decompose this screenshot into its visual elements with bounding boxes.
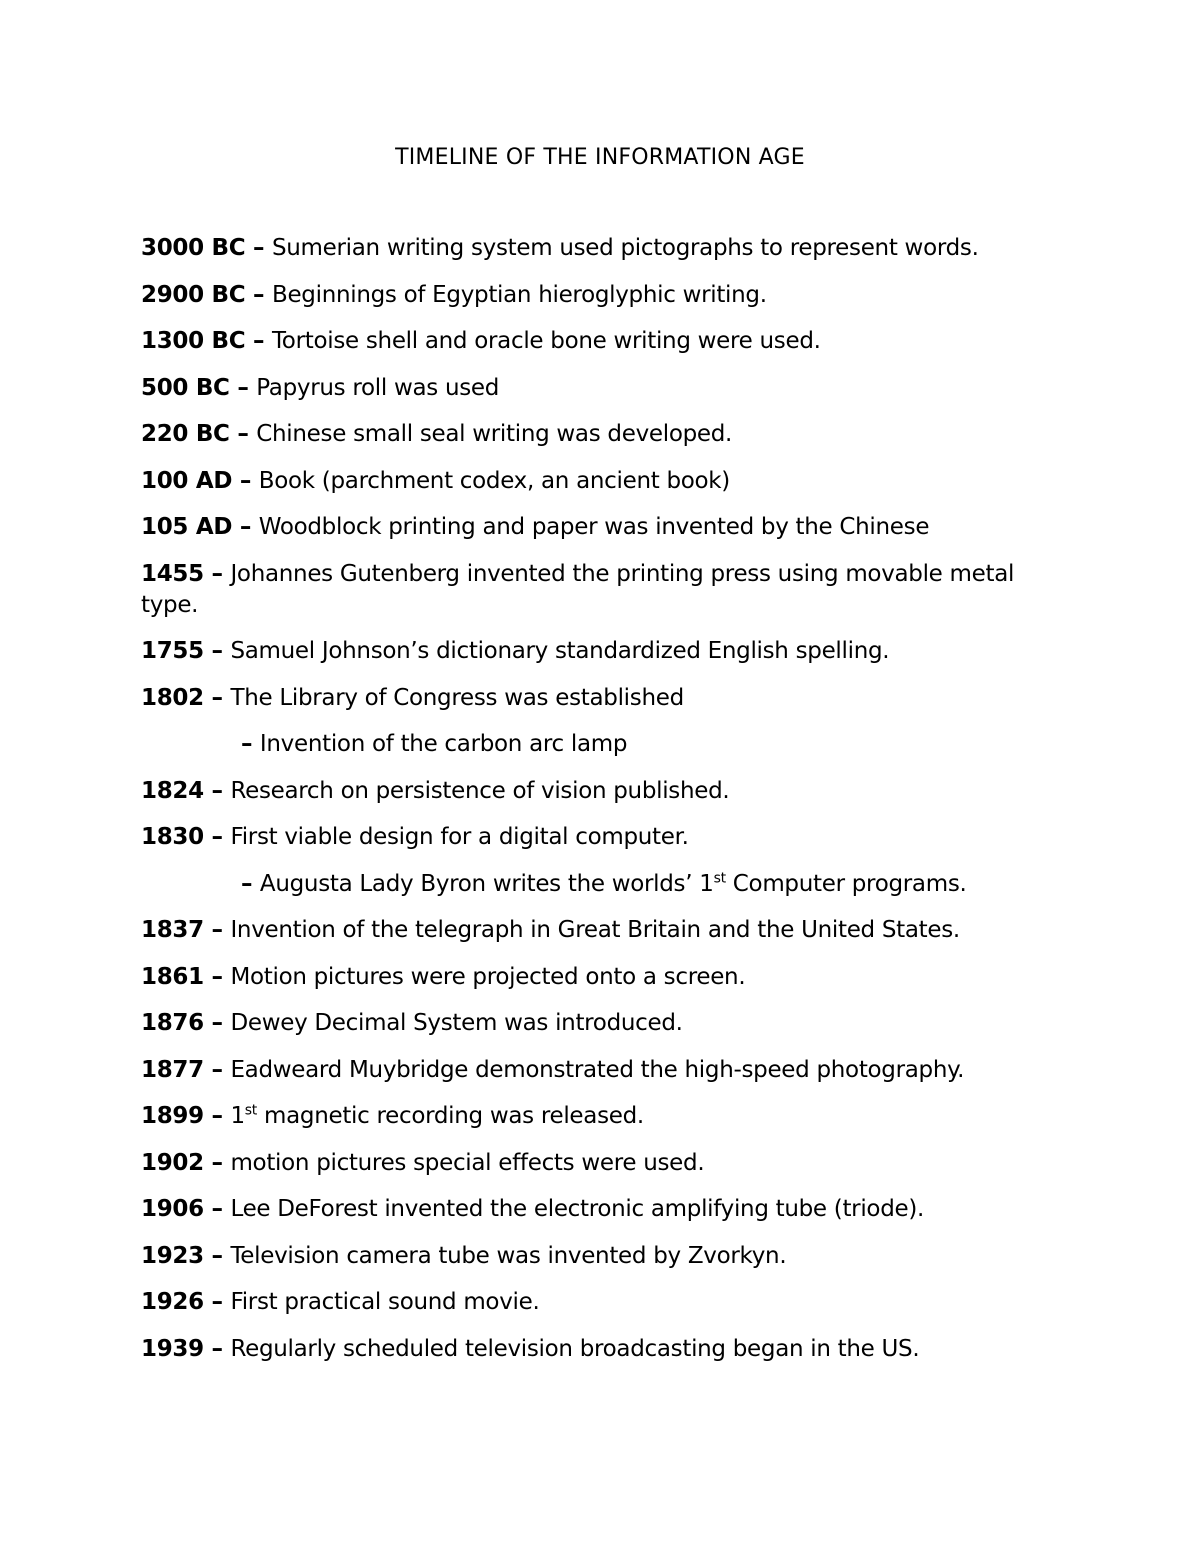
timeline-entry bbox=[141, 326, 1041, 357]
entry-year: 1899 bbox=[141, 1103, 204, 1129]
page-title: TIMELINE OF THE INFORMATION AGE bbox=[395, 145, 805, 170]
entry-dash: – bbox=[203, 824, 231, 850]
entry-text: motion pictures special effects were used. bbox=[230, 1149, 705, 1176]
entry-year: 100 AD bbox=[141, 467, 233, 494]
entry-dash: – bbox=[245, 235, 272, 261]
entry-dash: – bbox=[229, 374, 257, 401]
timeline-entry bbox=[141, 636, 1041, 667]
timeline-entry bbox=[141, 683, 1041, 714]
entry-text: Research on persistence of vision published. bbox=[230, 777, 730, 804]
timeline-entry bbox=[141, 419, 1041, 450]
entry-text: Papyrus roll was used bbox=[256, 374, 500, 401]
entry-year: 1824 bbox=[141, 777, 204, 804]
timeline-entry bbox=[141, 962, 1041, 993]
entry-text: Invention of the telegraph in Great Britain and the United States. bbox=[230, 917, 960, 943]
entry-dash: – bbox=[203, 684, 231, 711]
entry-year: 1837 bbox=[141, 917, 204, 943]
entry-text: Chinese small seal writing was developed. bbox=[256, 421, 733, 447]
entry-dash: – bbox=[203, 777, 231, 804]
entry-year: 1877 bbox=[141, 1056, 204, 1083]
timeline-list bbox=[141, 233, 1041, 1380]
entry-dash: – bbox=[203, 1196, 231, 1222]
entry-dash: – bbox=[241, 731, 260, 757]
entry-superscript: st bbox=[713, 869, 726, 886]
timeline-entry bbox=[141, 1055, 1041, 1086]
entry-dash: – bbox=[203, 1010, 231, 1036]
entry-text: First practical sound movie. bbox=[230, 1289, 540, 1315]
entry-dash: – bbox=[203, 638, 231, 664]
timeline-entry bbox=[141, 1194, 1041, 1225]
timeline-entry bbox=[141, 915, 1041, 946]
entry-text: Invention of the carbon arc lamp bbox=[259, 731, 628, 757]
entry-text: Woodblock printing and paper was invented by the Chinese bbox=[258, 514, 930, 540]
entry-dash: – bbox=[203, 1242, 231, 1269]
entry-year: 1926 bbox=[141, 1289, 204, 1315]
entry-dash: – bbox=[232, 514, 259, 540]
entry-dash: – bbox=[203, 917, 231, 943]
entry-text: Samuel Johnson’s dictionary standardized English spelling. bbox=[230, 638, 890, 664]
entry-text: Dewey Decimal System was introduced. bbox=[230, 1010, 683, 1036]
entry-year: 1300 BC bbox=[141, 328, 246, 354]
timeline-entry bbox=[141, 233, 1041, 264]
timeline-entry bbox=[141, 1241, 1041, 1272]
timeline-entry bbox=[141, 512, 1041, 543]
timeline-entry bbox=[141, 466, 1041, 497]
timeline-entry bbox=[141, 373, 1041, 404]
entry-year: 1906 bbox=[141, 1196, 204, 1222]
entry-text: Regularly scheduled television broadcasting began in the US. bbox=[230, 1335, 920, 1362]
timeline-entry bbox=[141, 1148, 1041, 1179]
timeline-entry bbox=[141, 1101, 1041, 1132]
entry-text: Lee DeForest invented the electronic amplifying tube (triode). bbox=[230, 1196, 925, 1222]
entry-text: 1 bbox=[230, 1103, 245, 1129]
entry-text: Tortoise shell and oracle bone writing were used. bbox=[271, 328, 821, 354]
entry-text: Augusta Lady Byron writes the worlds’ 1 bbox=[259, 870, 714, 897]
entry-year: 1830 bbox=[141, 824, 204, 850]
entry-year: 1939 bbox=[141, 1335, 204, 1362]
entry-text-continued: Computer programs. bbox=[725, 870, 967, 897]
entry-year: 1755 bbox=[141, 638, 204, 664]
entry-text: Television camera tube was invented by Zvorkyn. bbox=[230, 1242, 787, 1269]
entry-text: Johannes Gutenberg invented the printing press using movable metal type. bbox=[141, 560, 1015, 618]
entry-text: First viable design for a digital computer. bbox=[230, 824, 689, 850]
entry-year: 1876 bbox=[141, 1010, 204, 1036]
entry-year: 1455 bbox=[141, 560, 204, 587]
entry-dash: – bbox=[245, 328, 272, 354]
entry-dash: – bbox=[203, 1335, 231, 1362]
entry-year: 1902 bbox=[141, 1149, 204, 1176]
entry-year: 3000 BC bbox=[141, 235, 246, 261]
entry-year: 1923 bbox=[141, 1242, 204, 1269]
entry-text: Book (parchment codex, an ancient book) bbox=[258, 467, 730, 494]
entry-dash: – bbox=[245, 281, 272, 308]
entry-dash: – bbox=[229, 421, 257, 447]
timeline-entry-continuation bbox=[141, 869, 1041, 900]
timeline-entry bbox=[141, 1334, 1041, 1365]
entry-text-continued: magnetic recording was released. bbox=[256, 1103, 644, 1129]
entry-year: 220 BC bbox=[141, 421, 230, 447]
entry-year: 2900 BC bbox=[141, 281, 246, 308]
timeline-entry bbox=[141, 1287, 1041, 1318]
entry-text: Motion pictures were projected onto a screen. bbox=[230, 963, 746, 990]
timeline-entry bbox=[141, 559, 1041, 621]
entry-year: 105 AD bbox=[141, 514, 233, 540]
timeline-entry bbox=[141, 822, 1041, 853]
timeline-entry-continuation bbox=[141, 729, 1041, 760]
entry-dash: – bbox=[203, 1103, 231, 1129]
entry-dash: – bbox=[203, 1149, 231, 1176]
entry-dash: – bbox=[203, 1056, 231, 1083]
timeline-entry bbox=[141, 280, 1041, 311]
entry-dash: – bbox=[241, 870, 260, 897]
entry-dash: – bbox=[203, 963, 231, 990]
entry-year: 500 BC bbox=[141, 374, 230, 401]
entry-dash: – bbox=[203, 1289, 231, 1315]
entry-superscript: st bbox=[244, 1102, 257, 1119]
entry-text: Eadweard Muybridge demonstrated the high-speed photography. bbox=[230, 1056, 965, 1083]
entry-year: 1802 bbox=[141, 684, 204, 711]
entry-text: Beginnings of Egyptian hieroglyphic writing. bbox=[271, 281, 767, 308]
entry-dash: – bbox=[232, 467, 259, 494]
entry-text: Sumerian writing system used pictographs to represent words. bbox=[271, 235, 979, 261]
entry-year: 1861 bbox=[141, 963, 204, 990]
entry-dash: – bbox=[203, 560, 231, 587]
timeline-entry bbox=[141, 1008, 1041, 1039]
entry-text: The Library of Congress was established bbox=[230, 684, 684, 711]
timeline-entry bbox=[141, 776, 1041, 807]
